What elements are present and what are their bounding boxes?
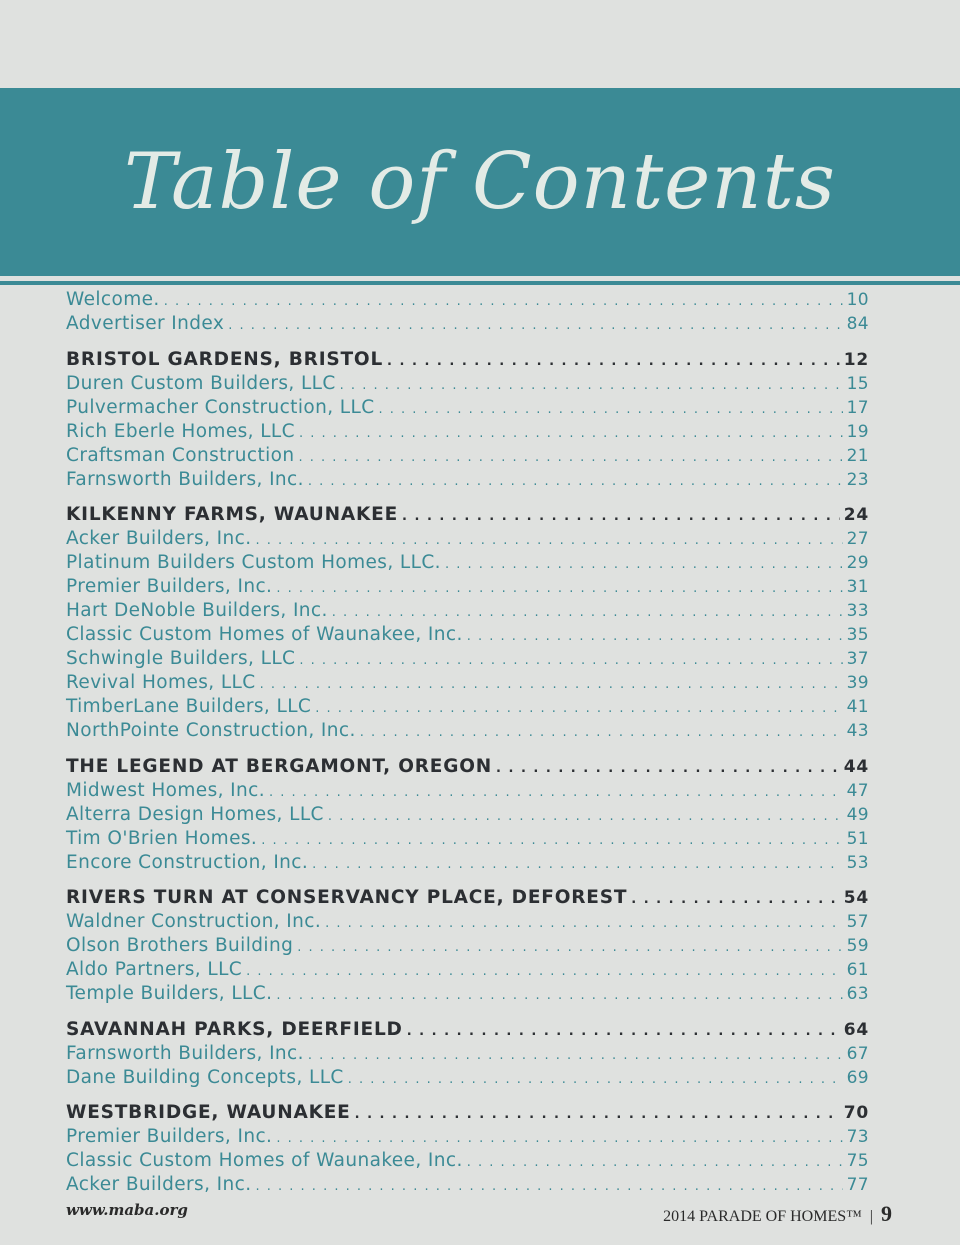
toc-page-number: 84 — [846, 314, 869, 334]
dot-leader — [308, 470, 843, 494]
toc-entry-row[interactable] — [66, 958, 869, 982]
dot-leader — [360, 721, 843, 745]
dot-leader — [387, 350, 840, 374]
dot-leader — [276, 1127, 842, 1151]
toc-entry-title: Midwest Homes, Inc. — [66, 779, 265, 801]
toc-section-title: THE LEGEND AT BERGAMONT, OREGON — [66, 755, 493, 777]
toc-section-row[interactable] — [66, 1101, 869, 1125]
dot-leader — [467, 1151, 843, 1175]
dot-leader — [261, 829, 842, 853]
dot-leader — [631, 888, 839, 912]
toc-entry-row[interactable] — [66, 719, 869, 743]
toc-entry-title: Classic Custom Homes of Waunakee, Inc. — [66, 624, 463, 645]
table-of-contents — [66, 288, 869, 1197]
dot-leader — [315, 697, 842, 721]
toc-entry-row[interactable] — [66, 396, 869, 420]
toc-entry-row[interactable] — [66, 420, 869, 444]
toc-page-number: 69 — [846, 1067, 869, 1088]
toc-section-row[interactable] — [66, 1018, 869, 1042]
toc-page-number: 29 — [846, 553, 869, 573]
toc-entry-row[interactable] — [66, 647, 869, 671]
dot-leader — [255, 1175, 842, 1199]
toc-page-number: 51 — [846, 828, 869, 849]
toc-page-number: 21 — [846, 445, 869, 466]
toc-entry-title: Premier Builders, Inc. — [66, 1126, 273, 1147]
toc-entry-title: Premier Builders, Inc. — [66, 576, 273, 597]
page-title: Table of Contents — [124, 137, 836, 227]
dot-leader — [299, 422, 843, 446]
toc-entry-title: Temple Builders, LLC. — [66, 983, 273, 1004]
dot-leader — [467, 625, 843, 649]
toc-entry-title: Revival Homes, LLC — [66, 672, 256, 693]
toc-page-number: 23 — [846, 469, 869, 490]
dot-leader — [496, 757, 840, 781]
dot-leader — [328, 805, 843, 829]
page-number: 9 — [881, 1201, 892, 1226]
publication-name: 2014 PARADE OF HOMES™ — [663, 1208, 862, 1225]
toc-entry-row[interactable] — [66, 779, 869, 803]
toc-page-number: 47 — [846, 780, 869, 801]
toc-entry-title: Classic Custom Homes of Waunakee, Inc. — [66, 1150, 463, 1171]
toc-entry-row[interactable] — [66, 851, 869, 875]
toc-section-title: BRISTOL GARDENS, BRISTOL — [66, 348, 384, 370]
dot-leader — [402, 505, 840, 529]
toc-page-number: 24 — [843, 505, 869, 525]
toc-entry-row[interactable] — [66, 671, 869, 695]
toc-entry-title: Tim O'Brien Homes. — [66, 827, 258, 849]
toc-section-title: WESTBRIDGE, WAUNAKEE — [66, 1102, 351, 1123]
toc-page-number: 44 — [843, 756, 869, 777]
toc-entry-row[interactable] — [66, 372, 869, 396]
toc-page-number: 33 — [846, 601, 869, 621]
toc-entry-title: Schwingle Builders, LLC — [66, 648, 296, 669]
toc-page-number: 59 — [846, 936, 869, 956]
toc-entry-row[interactable] — [66, 695, 869, 719]
toc-page-number: 61 — [846, 960, 869, 980]
toc-entry-row[interactable] — [66, 1066, 869, 1090]
toc-entry-title: Farnsworth Builders, Inc. — [66, 468, 304, 490]
toc-page-number: 39 — [846, 673, 869, 693]
toc-entry-row[interactable] — [66, 288, 869, 312]
toc-page-number: 17 — [846, 397, 869, 418]
toc-page-number: 41 — [846, 697, 869, 717]
toc-entry-row[interactable] — [66, 551, 869, 575]
toc-entry-title: Acker Builders, Inc. — [66, 528, 252, 549]
toc-page-number: 64 — [843, 1019, 869, 1040]
toc-entry-row[interactable] — [66, 1173, 869, 1197]
dot-leader — [308, 1044, 843, 1068]
toc-entry-title: Alterra Design Homes, LLC — [66, 803, 324, 825]
dot-leader — [297, 936, 842, 960]
toc-page-number: 10 — [846, 290, 869, 310]
dot-leader — [228, 314, 842, 338]
toc-section-title: KILKENNY FARMS, WAUNAKEE — [66, 504, 399, 525]
toc-entry-title: Dane Building Concepts, LLC — [66, 1066, 344, 1088]
toc-entry-title: Farnsworth Builders, Inc. — [66, 1042, 304, 1064]
toc-entry-title: Hart DeNoble Builders, Inc. — [66, 600, 328, 621]
toc-page-number: 15 — [846, 373, 869, 394]
toc-page-number: 70 — [843, 1103, 869, 1123]
toc-entry-title: NorthPointe Construction, Inc. — [66, 720, 356, 741]
toc-entry-title: Olson Brothers Building — [66, 935, 294, 956]
dot-leader — [255, 529, 842, 553]
toc-entry-title: Platinum Builders Custom Homes, LLC. — [66, 552, 441, 573]
dot-leader — [325, 912, 842, 936]
page-footer — [663, 1201, 892, 1227]
toc-entry-row[interactable] — [66, 623, 869, 647]
toc-entry-title: Advertiser Index — [66, 313, 225, 334]
toc-entry-title: Craftsman Construction — [66, 444, 295, 466]
toc-entry-row[interactable] — [66, 527, 869, 551]
toc-page-number: 12 — [843, 349, 869, 370]
toc-page-number: 53 — [846, 852, 869, 873]
dot-leader — [269, 781, 843, 805]
toc-entry-row[interactable] — [66, 982, 869, 1006]
toc-page-number: 54 — [843, 888, 869, 908]
toc-section-row[interactable] — [66, 348, 869, 372]
toc-section-title: SAVANNAH PARKS, DEERFIELD — [66, 1018, 403, 1040]
dot-leader — [299, 446, 843, 470]
toc-page-number: 49 — [846, 804, 869, 825]
toc-page-number: 19 — [846, 421, 869, 442]
toc-page-number: 63 — [846, 984, 869, 1004]
dot-leader — [276, 984, 842, 1008]
dot-leader — [348, 1068, 843, 1092]
footer-separator: | — [869, 1208, 873, 1225]
website-link[interactable]: www.maba.org — [66, 1201, 188, 1219]
toc-page-number: 57 — [846, 912, 869, 932]
toc-page-number: 37 — [846, 649, 869, 669]
dot-leader — [276, 577, 842, 601]
toc-page-number: 27 — [846, 529, 869, 549]
toc-section-row[interactable] — [66, 886, 869, 910]
dot-leader — [379, 398, 843, 422]
dot-leader — [164, 290, 843, 314]
toc-entry-title: Duren Custom Builders, LLC — [66, 372, 336, 394]
dot-leader — [340, 374, 843, 398]
toc-entry-title: Waldner Construction, Inc. — [66, 911, 322, 932]
toc-entry-row[interactable] — [66, 444, 869, 468]
toc-entry-row[interactable] — [66, 599, 869, 623]
toc-entry-title: Acker Builders, Inc. — [66, 1174, 252, 1195]
toc-page-number: 77 — [846, 1175, 869, 1195]
toc-section-row[interactable] — [66, 503, 869, 527]
dot-leader — [246, 960, 842, 984]
toc-entry-row[interactable] — [66, 1125, 869, 1149]
toc-page-number: 31 — [846, 577, 869, 597]
toc-entry-row[interactable] — [66, 312, 869, 336]
toc-page-number: 43 — [846, 721, 869, 741]
dot-leader — [407, 1020, 840, 1044]
toc-entry-title: TimberLane Builders, LLC — [66, 696, 312, 717]
toc-page-number: 35 — [846, 625, 869, 645]
dot-leader — [312, 853, 842, 877]
toc-entry-row[interactable] — [66, 1149, 869, 1173]
toc-entry-title: Encore Construction, Inc. — [66, 851, 309, 873]
toc-entry-row[interactable] — [66, 575, 869, 599]
dot-leader — [355, 1103, 840, 1127]
header-banner — [0, 88, 960, 276]
banner-divider — [0, 281, 960, 285]
toc-entry-row[interactable] — [66, 468, 869, 492]
toc-entry-row[interactable] — [66, 1042, 869, 1066]
toc-section-row[interactable] — [66, 755, 869, 779]
toc-entry-title: Welcome. — [66, 289, 160, 310]
toc-entry-row[interactable] — [66, 827, 869, 851]
dot-leader — [332, 601, 843, 625]
toc-entry-row[interactable] — [66, 934, 869, 958]
toc-entry-title: Rich Eberle Homes, LLC — [66, 420, 295, 442]
toc-page-number: 67 — [846, 1043, 869, 1064]
toc-entry-row[interactable] — [66, 803, 869, 827]
dot-leader — [445, 553, 843, 577]
toc-entry-row[interactable] — [66, 910, 869, 934]
toc-page-number: 73 — [846, 1127, 869, 1147]
dot-leader — [260, 673, 843, 697]
dot-leader — [299, 649, 842, 673]
toc-entry-title: Pulvermacher Construction, LLC — [66, 396, 375, 418]
toc-section-title: RIVERS TURN AT CONSERVANCY PLACE, DEFOREST — [66, 887, 628, 908]
toc-page-number: 75 — [846, 1151, 869, 1171]
toc-entry-title: Aldo Partners, LLC — [66, 959, 243, 980]
